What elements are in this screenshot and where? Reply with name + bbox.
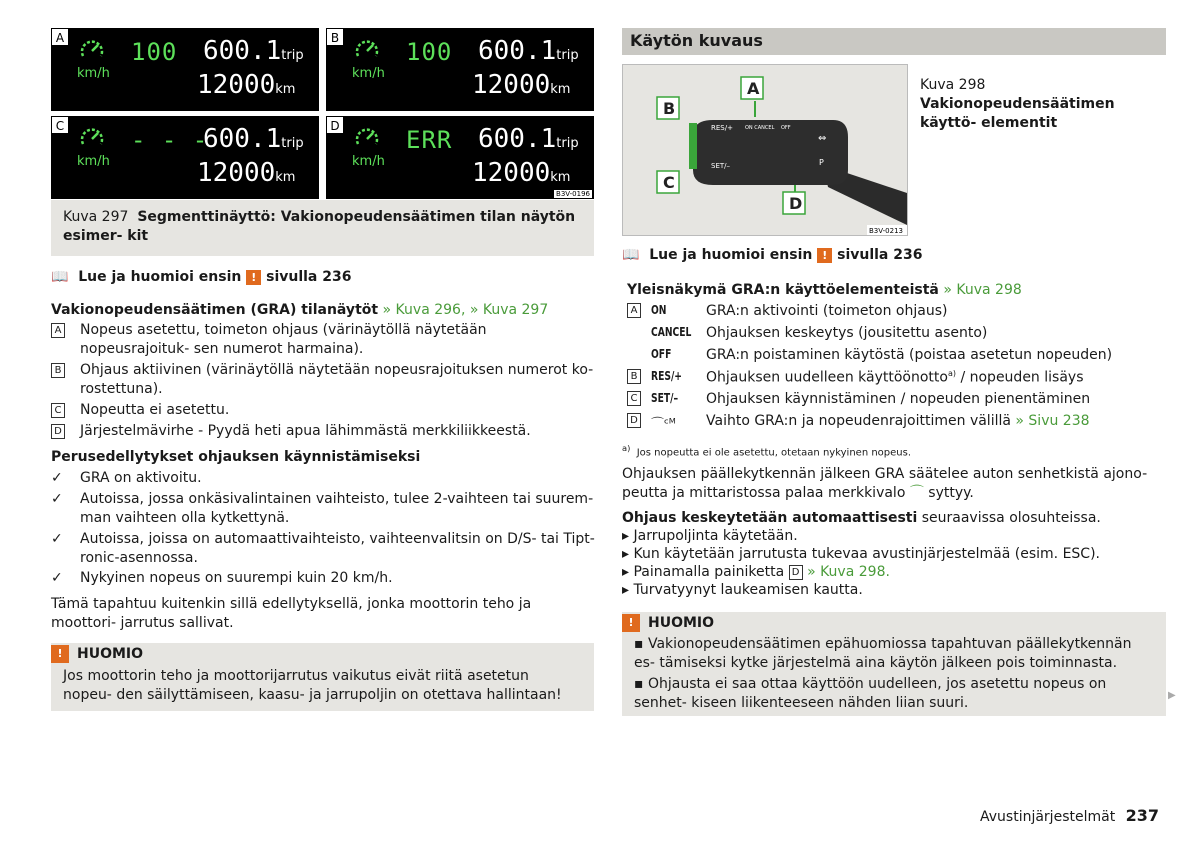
row-desc: Vaihto GRA:n ja nopeudenrajoittimen välillä [706, 413, 1011, 429]
warning-item-text: Ohjausta ei saa ottaa käyttöön uudelleen, jos asetettu nopeus on senhet- kiseen liikenteeseen nähden liian suuri. [634, 676, 1107, 711]
footnote [622, 443, 911, 458]
check-text: Autoissa, jossa onkäsivalintainen vaihteisto, tulee 2-vaihteen tai suurem- man vaihteen olla kytkettynä. [80, 491, 594, 526]
figure-297-caption [51, 200, 594, 256]
item-text: Nopeus asetettu, toimeton ohjaus (värinäytöllä näytetään nopeusrajoituk- sen numerot harmaina). [80, 322, 487, 357]
trip-unit: trip [281, 48, 304, 63]
label-a: A [747, 79, 760, 98]
check-text: Nykyinen nopeus on suurempi kuin 20 km/h. [80, 570, 393, 586]
warning-box-left [51, 643, 594, 711]
warning-text: Jos moottorin teho ja moottorijarrutus vaikutus eivät riitä asetetun nopeu- den säilyttämiseen, kaasu- ja jarrupoljin on otettava hallintaan! [63, 668, 562, 703]
bullet-arrow-icon: ▸ [622, 546, 630, 562]
bullet-arrow-icon: ▸ [622, 528, 630, 544]
gra-heading [51, 301, 548, 320]
cruise-control-icon [354, 36, 380, 62]
odometer-value [197, 70, 295, 100]
check-item [51, 530, 596, 568]
svg-text:P: P [819, 158, 824, 167]
bullet-text: Kun käytetään jarrutusta tukevaa avustinjärjestelmää (esim. ESC). [633, 546, 1100, 562]
row-desc: Ohjauksen keskeytys (jousitettu asento) [706, 325, 988, 341]
row-key: A [627, 303, 641, 318]
book-icon: 📖 [51, 269, 69, 285]
warning-box-right [622, 612, 1166, 716]
cruise-control-icon [79, 124, 105, 150]
book-icon: 📖 [622, 247, 640, 263]
odo-unit: km [550, 170, 571, 185]
panel-label: C [51, 116, 69, 134]
odometer-value [472, 70, 570, 100]
cruise-control-icon [354, 124, 380, 150]
panel-label: B [326, 28, 344, 46]
bullet-arrow-icon: ▸ [622, 582, 630, 598]
check-icon: ✓ [51, 531, 63, 547]
figure-297 [51, 28, 594, 200]
interrupt-heading [622, 509, 1101, 528]
item-key: C [51, 403, 65, 418]
item-text: Järjestelmävirhe - Pyydä heti apua lähimmästä merkkiliikkeestä. [80, 423, 531, 439]
next-page-arrow-icon: ▶ [1168, 690, 1176, 701]
read-first-text: Lue ja huomioi ensin [649, 247, 813, 263]
trip-unit: trip [556, 136, 579, 151]
row-desc: GRA:n aktivointi (toimeton ohjaus) [706, 303, 948, 319]
speed-unit: km/h [77, 154, 110, 169]
check-text: Autoissa, joissa on automaattivaihteisto, vaihteenvalitsin on D/S- tai Tipt- ronic-asennossa. [80, 531, 595, 566]
row-ref[interactable]: » Sivu 238 [1015, 413, 1090, 429]
check-text: GRA on aktivoitu. [80, 470, 202, 486]
label-d: D [789, 194, 803, 213]
bullet-text: Turvatyynyt laukeamisen kautta. [633, 582, 863, 598]
svg-text:⇔: ⇔ [818, 133, 827, 144]
list-item [51, 401, 596, 420]
item-key: B [51, 363, 65, 378]
interrupt-bold: Ohjaus keskeytetään automaattisesti [622, 510, 918, 526]
row-desc-end: / nopeuden lisäys [956, 369, 1084, 386]
odo-number: 12000 [197, 158, 276, 188]
button-key: D [789, 565, 803, 580]
footnote-mark: a) [622, 443, 631, 453]
row-desc-wrap [706, 369, 1083, 386]
odo-number: 12000 [472, 70, 551, 100]
trip-number: 600.1 [478, 36, 557, 66]
row-control: RES/+ [651, 369, 682, 383]
row-desc: Ohjauksen uudelleen käyttöönotto [706, 369, 948, 386]
trip-unit: trip [556, 48, 579, 63]
caption-title: Vakionopeudensäätimen käyttö- elementit [920, 96, 1115, 131]
item-key: A [51, 323, 65, 338]
item-text: Nopeutta ei asetettu. [80, 402, 230, 418]
bullet-text: Jarrupoljinta käytetään. [633, 528, 798, 544]
check-icon: ✓ [51, 491, 63, 507]
svg-text:SET/–: SET/– [711, 162, 731, 170]
warning-icon: ! [246, 270, 261, 285]
svg-text:RES/+: RES/+ [711, 124, 733, 132]
trip-value [478, 36, 579, 66]
speed-unit: km/h [77, 66, 110, 81]
caption-number: Kuva 297 [63, 209, 129, 225]
read-first-page: sivulla 236 [266, 269, 352, 285]
list-item [51, 361, 596, 399]
row-key: C [627, 391, 641, 406]
trip-unit: trip [281, 136, 304, 151]
set-speed: 100 [406, 38, 453, 66]
overview-heading [627, 281, 1022, 300]
speed-unit: km/h [352, 66, 385, 81]
trip-number: 600.1 [203, 36, 282, 66]
odo-unit: km [275, 82, 296, 97]
read-first-page: sivulla 236 [837, 247, 923, 263]
caption-number: Kuva 298 [920, 77, 986, 93]
row-control: CANCEL [651, 325, 692, 339]
label-c: C [663, 173, 675, 192]
overview-title: Yleisnäkymä GRA:n käyttöelementeistä [627, 282, 939, 298]
warning-item: ▪ Vakionopeudensäätimen epähuomiossa tapahtuvan päällekytkennän es- tämiseksi kytke järjestelmä aina käytön jälkeen pois toiminnasta. [634, 636, 1132, 671]
display-panel-a [51, 28, 319, 111]
read-first-note [622, 246, 922, 265]
item-text: Ohjaus aktiivinen (värinäytöllä näytetään nopeusrajoituksen numerot ko- rostettuna). [80, 362, 594, 397]
para1-text: Ohjauksen päällekytkennän jälkeen GRA säätelee auton senhetkistä ajono- peutta ja mittaristossa palaa merkkivalo [622, 466, 1148, 501]
row-key: D [627, 413, 641, 428]
check-item [51, 469, 596, 488]
caption-title: Segmenttinäyttö: Vakionopeudensäätimen tilan näytön esimer- kit [63, 209, 576, 244]
odo-unit: km [550, 82, 571, 97]
figure-298-caption [920, 76, 1168, 133]
cruise-indicator-icon: ⌒ [909, 485, 924, 501]
row-desc: Ohjauksen käynnistäminen / nopeuden pienentäminen [706, 391, 1091, 407]
limiter-switch-icon: ⌒ᶜᴹ [651, 417, 676, 432]
panel-label: A [51, 28, 69, 46]
item-key: D [51, 424, 65, 439]
speed-unit: km/h [352, 154, 385, 169]
warning-item: ▪ Ohjausta ei saa ottaa käyttöön uudelleen, jos asetettu nopeus on senhet- kiseen liikenteeseen nähden liian suuri. [634, 676, 1107, 711]
footnote-ref: a) [947, 369, 956, 378]
odometer-value [472, 158, 570, 188]
cruise-control-stalk-image [623, 65, 907, 235]
svg-text:OFF: OFF [781, 125, 791, 131]
row-desc-wrap [706, 413, 1090, 429]
footer [980, 806, 1159, 825]
cruise-control-icon [79, 36, 105, 62]
trip-value [203, 124, 304, 154]
overview-ref[interactable]: » Kuva 298 [943, 282, 1022, 298]
display-panel-d [326, 116, 594, 199]
para1-end: syttyy. [928, 485, 974, 501]
row-control: SET/– [651, 391, 679, 405]
trip-value [478, 124, 579, 154]
bullet-item [622, 545, 1100, 564]
condition-paragraph: Tämä tapahtuu kuitenkin sillä edellytyksellä, jonka moottorin teho ja moottori- jarrutus sallivat. [51, 596, 532, 631]
display-panel-b [326, 28, 594, 111]
read-first-note [51, 268, 351, 287]
bullet-item [622, 527, 798, 546]
trip-number: 600.1 [203, 124, 282, 154]
odo-number: 12000 [197, 70, 276, 100]
footnote-text: Jos nopeutta ei ole asetettu, otetaan nykyinen nopeus. [636, 447, 912, 459]
figure-298 [622, 64, 908, 236]
bullet-text: Painamalla painiketta [633, 564, 785, 580]
set-speed: - - - [131, 126, 209, 154]
odo-number: 12000 [472, 158, 551, 188]
bullet-ref[interactable]: » Kuva 298. [807, 564, 890, 580]
gra-refs[interactable]: » Kuva 296, » Kuva 297 [382, 302, 549, 318]
row-control: ON [651, 303, 667, 317]
warning-title: HUOMIO [648, 615, 715, 631]
check-icon: ✓ [51, 470, 63, 486]
read-first-text: Lue ja huomioi ensin [78, 269, 242, 285]
check-item [51, 569, 596, 588]
footer-section: Avustinjärjestelmät [980, 809, 1116, 825]
row-control: OFF [651, 347, 672, 361]
row-desc: GRA:n poistaminen käytöstä (poistaa asetetun nopeuden) [706, 347, 1113, 363]
check-item [51, 490, 596, 528]
warning-icon: ! [622, 614, 640, 632]
page-number: 237 [1125, 806, 1160, 825]
trip-number: 600.1 [478, 124, 557, 154]
set-speed: 100 [131, 38, 178, 66]
bullet-item [622, 581, 863, 600]
activation-paragraph [622, 465, 1152, 503]
odo-unit: km [275, 170, 296, 185]
set-speed: ERR [406, 126, 453, 154]
prerequisites-title: Perusedellytykset ohjauksen käynnistämiseksi [51, 449, 421, 465]
warning-icon: ! [817, 248, 832, 263]
bullet-arrow-icon: ▸ [622, 564, 630, 580]
warning-header [622, 612, 1166, 634]
interrupt-rest: seuraavissa olosuhteissa. [917, 510, 1101, 526]
row-key: B [627, 369, 641, 384]
bullet-item [622, 563, 890, 582]
check-icon: ✓ [51, 570, 63, 586]
odometer-value [197, 158, 295, 188]
svg-text:ON CANCEL: ON CANCEL [745, 125, 775, 131]
section-title: Käytön kuvaus [622, 28, 1166, 55]
warning-header [51, 643, 594, 665]
display-panel-c [51, 116, 319, 199]
label-b: B [663, 99, 676, 118]
warning-icon: ! [51, 645, 69, 663]
list-item [51, 422, 596, 441]
list-item [51, 321, 596, 359]
figure-code: B3V-0213 [869, 227, 903, 235]
trip-value [203, 36, 304, 66]
warning-title: HUOMIO [77, 646, 144, 662]
warning-item-text: Vakionopeudensäätimen epähuomiossa tapahtuvan päällekytkennän es- tämiseksi kytke järjestelmä aina käytön jälkeen pois toiminnasta. [634, 636, 1132, 671]
gra-title: Vakionopeudensäätimen (GRA) tilanäytöt [51, 302, 379, 318]
panel-label: D [326, 116, 344, 134]
figure-code: B3V-0196 [556, 190, 590, 198]
